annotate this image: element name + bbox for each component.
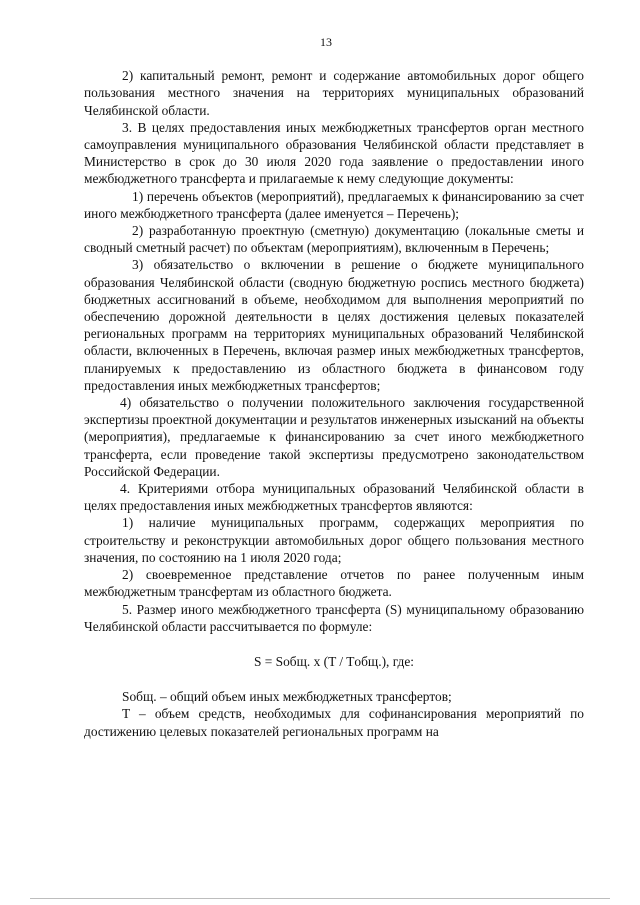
paragraph-section-3: 3. В целях предоставления иных межбюджетных трансфертов орган местного самоуправления муниципального образования Челябинской области представляет в Министерство в срок до 30 июля 2020 года заявление о предоставлении иного межбюджетного трансферта и прилагаемые к нему следующие документы: bbox=[84, 119, 584, 187]
paragraph-section-4: 4. Критериями отбора муниципальных образований Челябинской области в целях предоставления иных межбюджетных трансфертов являются: bbox=[84, 481, 584, 514]
page-bottom-divider bbox=[30, 898, 610, 899]
definition-t: T – объем средств, необходимых для софинансирования мероприятий по достижению целевых показателей региональных программ на bbox=[84, 706, 584, 739]
paragraph-doc-3-obligation: 3) обязательство о включении в решение о бюджете муниципального образования Челябинской области (сводную бюджетную роспись местного бюджета) бюджетных ассигнований в объеме, необходимом для выполнения мероприятий по обеспечению дорожной деятельности в целях достижения целевых показателей региональных программ на территориях муниципальных образований Челябинской области, включенных в Перечень, включая размер иных межбюджетных трансфертов, планируемых к предоставлению из областного бюджета в финансовом году предоставления иных межбюджетных трансфертов; bbox=[84, 257, 584, 393]
paragraph-item-2-roads: 2) капитальный ремонт, ремонт и содержание автомобильных дорог общего пользования местного значения на территориях муниципальных образований Челябинской области. bbox=[84, 68, 584, 118]
paragraph-section-5: 5. Размер иного межбюджетного трансферта (S) муниципальному образованию Челябинской области рассчитывается по формуле: bbox=[84, 601, 584, 634]
paragraph-criterion-1: 1) наличие муниципальных программ, содержащих мероприятия по строительству и реконструкции автомобильных дорог общего пользования местного значения, по состоянию на 1 июля 2020 года; bbox=[84, 515, 584, 565]
definition-s-total: Sобщ. – общий объем иных межбюджетных трансфертов; bbox=[122, 689, 452, 705]
formula: S = Sобщ. x (T / Tобщ.), где: bbox=[253, 653, 415, 669]
paragraph-doc-2-design: 2) разработанную проектную (сметную) документацию (локальные сметы и сводный сметный расчет) по объектам (мероприятиям), включенным в Перечень; bbox=[84, 223, 584, 256]
paragraph-doc-4-expertise: 4) обязательство о получении положительного заключения государственной экспертизы проектной документации и результатов инженерных изысканий на объекты (мероприятия), предлагаемые к финансированию за счет иного межбюджетного трансферта, если проведение такой экспертизы предусмотрено законодательством Российской Федерации. bbox=[84, 395, 584, 479]
paragraph-criterion-2: 2) своевременное представление отчетов по ранее полученным иным межбюджетным трансфертам из областного бюджета. bbox=[84, 567, 584, 600]
page-number: 13 bbox=[320, 35, 332, 49]
paragraph-doc-1-list: 1) перечень объектов (мероприятий), предлагаемых к финансированию за счет иного межбюджетного трансферта (далее именуется – Перечень); bbox=[84, 188, 584, 221]
